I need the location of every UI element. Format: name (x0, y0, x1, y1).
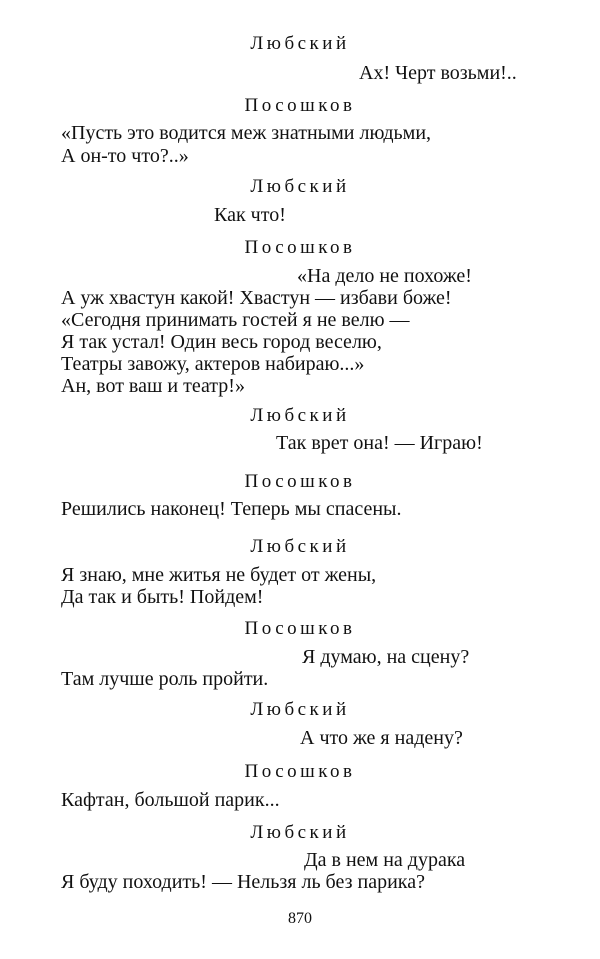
verse-line: Театры завожу, актеров набираю...» (61, 353, 365, 375)
speaker-name: Любский (250, 536, 350, 557)
speaker-name: Любский (250, 176, 350, 197)
verse-line: «Пусть это водится меж знатными людьми, (61, 122, 432, 144)
speaker-name: Посошков (244, 471, 356, 492)
verse-line: Ах! Черт возьми!.. (359, 62, 517, 84)
speaker-name: Любский (250, 699, 350, 720)
verse-line: «На дело не похоже! (297, 265, 472, 287)
verse-line: Я думаю, на сцену? (302, 646, 470, 668)
speaker-name: Посошков (244, 237, 356, 258)
verse-line: Кафтан, большой парик... (61, 789, 280, 811)
speaker-name: Посошков (244, 95, 356, 116)
speaker-name: Любский (250, 33, 350, 54)
verse-line: Как что! (214, 204, 286, 226)
verse-line: Я буду походить! — Нельзя ль без парика? (61, 871, 425, 893)
verse-line: Да так и быть! Пойдем! (61, 586, 264, 608)
verse-line: Там лучше роль пройти. (61, 668, 269, 690)
verse-line: Ан, вот ваш и театр!» (61, 375, 245, 397)
verse-line: А он-то что?..» (61, 145, 189, 167)
page-number: 870 (288, 910, 312, 927)
verse-line: А что же я надену? (300, 727, 463, 749)
verse-line: «Сегодня принимать гостей я не велю — (61, 309, 410, 331)
speaker-name: Любский (250, 822, 350, 843)
verse-line: А уж хвастун какой! Хвастун — избави боже! (61, 287, 452, 309)
verse-line: Да в нем на дурака (304, 849, 466, 871)
verse-line: Так врет она! — Играю! (276, 432, 483, 454)
verse-line: Решились наконец! Теперь мы спасены. (61, 498, 402, 520)
verse-line: Я знаю, мне житья не будет от жены, (61, 564, 377, 586)
speaker-name: Посошков (244, 618, 356, 639)
verse-line: Я так устал! Один весь город веселю, (61, 331, 382, 353)
speaker-name: Посошков (244, 761, 356, 782)
speaker-name: Любский (250, 405, 350, 426)
